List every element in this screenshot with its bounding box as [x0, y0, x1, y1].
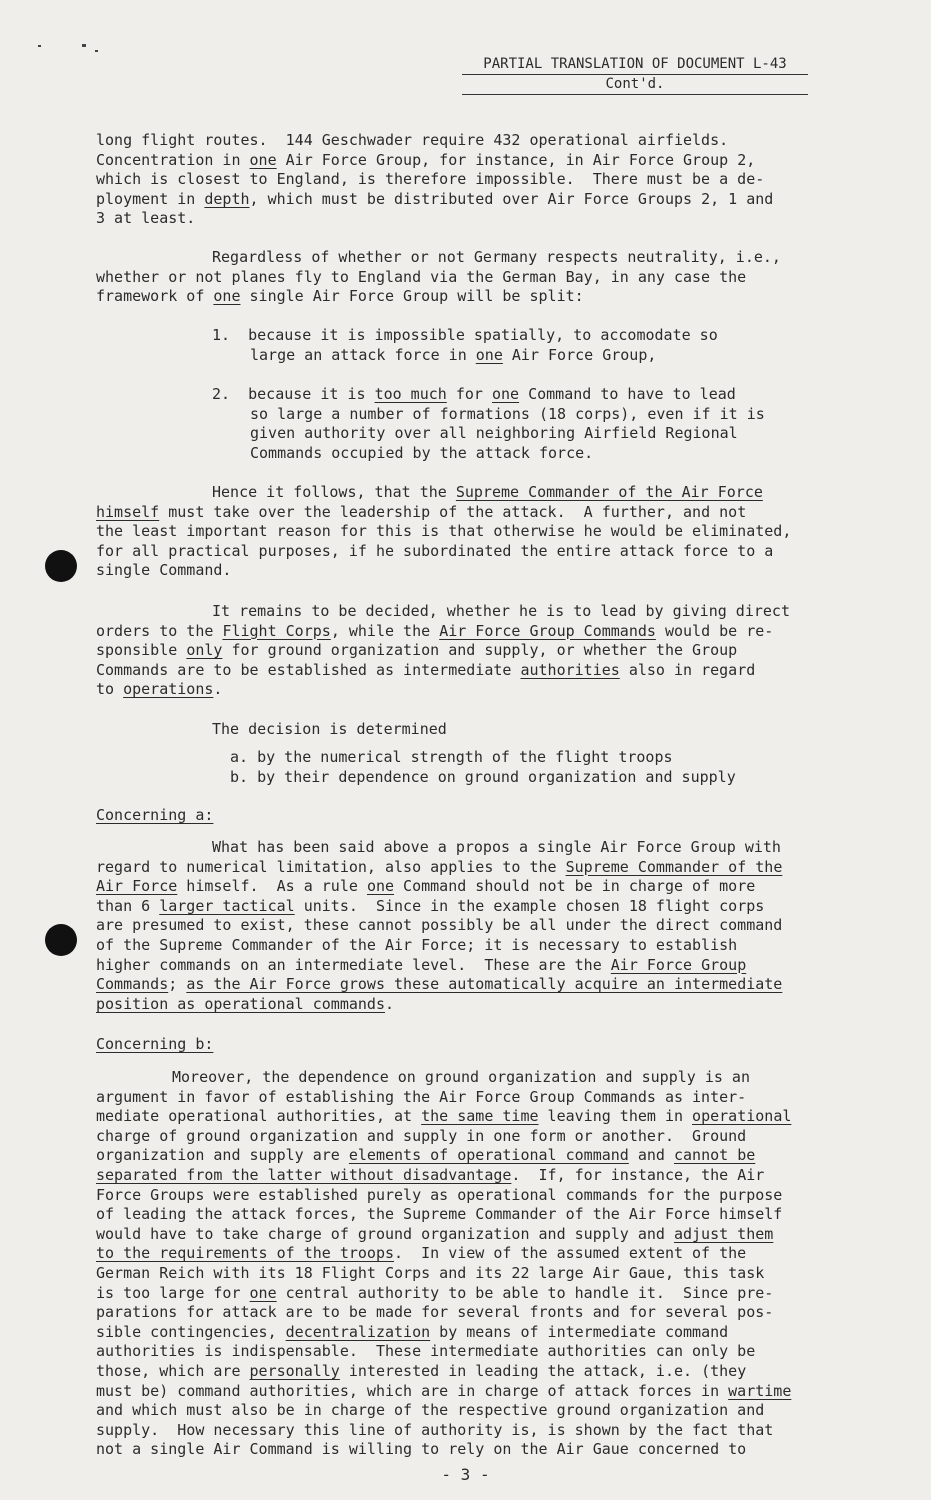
concerning-a-heading [96, 806, 841, 826]
paragraph-1 [96, 131, 841, 229]
text-line: Hence it follows, that the Supreme Commander of the Air Force [212, 483, 763, 501]
text-line: higher commands on an intermediate level. These are the Air Force Group [96, 955, 747, 974]
text-line: authorities is indispensable. These intermediate authorities can only be [96, 1342, 756, 1361]
text-line: given authority over all neighboring Airfield Regional [250, 424, 738, 443]
scan-speck [95, 50, 98, 52]
text-line: himself must take over the leadership of the attack. A further, and not [96, 502, 747, 521]
numbered-list [96, 326, 841, 365]
text-line: ployment in depth, which must be distributed over Air Force Groups 2, 1 and [96, 189, 774, 208]
text-line: which is closest to England, is therefore impossible. There must be a de- [96, 170, 765, 189]
text-line: single Command. [96, 561, 232, 580]
text-line: Commands are to be established as intermediate authorities also in regard [96, 660, 756, 679]
text-line: whether or not planes fly to England via the German Bay, in any case the [96, 267, 747, 286]
section-heading: Concerning b: [96, 1035, 214, 1053]
list-item: b. by their dependence on ground organization and supply [230, 767, 736, 786]
text-line: regard to numerical limitation, also applies to the Supreme Commander of the [96, 857, 783, 876]
concerning-b-body [96, 1068, 841, 1460]
header-contd: Cont'd. [462, 75, 808, 95]
text-line: Air Force himself. As a rule one Command should not be in charge of more [96, 877, 756, 896]
page-number: - 3 - [441, 1465, 490, 1484]
text-line: to operations. [96, 680, 223, 699]
text-line: Commands; as the Air Force grows these automatically acquire an intermediate [96, 975, 783, 994]
concerning-b-heading [96, 1035, 841, 1055]
text-line: sponsible only for ground organization and supply, or whether the Group [96, 641, 738, 660]
text-line: for all practical purposes, if he subordinated the entire attack force to a [96, 541, 774, 560]
text-line: German Reich with its 18 Flight Corps and its 22 large Air Gaue, this task [96, 1263, 765, 1282]
scan-speck [82, 44, 86, 47]
numbered-list-2 [96, 385, 841, 463]
text-line: The decision is determined [212, 720, 447, 738]
text-line: separated from the latter without disadvantage. If, for instance, the Air [96, 1165, 765, 1184]
text-line: position as operational commands. [96, 994, 395, 1013]
text-line: of the Supreme Commander of the Air Force; it is necessary to establish [96, 935, 738, 954]
concerning-a-body [96, 838, 841, 1014]
text-line: of leading the attack forces, the Supreme Commander of the Air Force himself [96, 1205, 783, 1224]
text-line: sible contingencies, decentralization by means of intermediate command [96, 1322, 729, 1341]
text-line: would have to take charge of ground organization and supply and adjust them [96, 1224, 774, 1243]
paragraph-3 [96, 483, 841, 581]
text-line: Commands occupied by the attack force. [250, 443, 594, 462]
text-line: Moreover, the dependence on ground organization and supply is an [172, 1068, 750, 1086]
text-line: organization and supply are elements of operational command and cannot be [96, 1146, 756, 1165]
text-line: must be) command authorities, which are in charge of attack forces in wartime [96, 1381, 792, 1400]
text-line: Concentration in one Air Force Group, for instance, in Air Force Group 2, [96, 150, 756, 169]
list-item: 2. because it is too much for one Command to have to lead [212, 385, 736, 403]
text-line: 3 at least. [96, 209, 196, 228]
text-line: than 6 larger tactical units. Since in the example chosen 18 flight corps [96, 896, 765, 915]
section-heading: Concerning a: [96, 806, 214, 824]
text-line: Force Groups were established purely as operational commands for the purpose [96, 1185, 783, 1204]
text-line: supply. How necessary this line of authority is, is shown by the fact that [96, 1420, 774, 1439]
text-line: to the requirements of the troops. In view of the assumed extent of the [96, 1244, 747, 1263]
text-line: Regardless of whether or not Germany respects neutrality, i.e., [212, 248, 781, 266]
text-line: and which must also be in charge of the respective ground organization and [96, 1401, 765, 1420]
text-line: parations for attack are to be made for several fronts and for several pos- [96, 1303, 774, 1322]
text-line: It remains to be decided, whether he is to lead by giving direct [212, 602, 790, 620]
text-line: What has been said above a propos a single Air Force Group with [212, 838, 781, 856]
text-line: those, which are personally interested in leading the attack, i.e. (they [96, 1361, 747, 1380]
document-header [462, 55, 808, 95]
punch-hole [45, 924, 77, 956]
text-line: is too large for one central authority to be able to handle it. Since pre- [96, 1283, 774, 1302]
punch-hole [45, 550, 77, 582]
paragraph-4 [96, 602, 841, 700]
text-line: argument in favor of establishing the Air Force Group Commands as inter- [96, 1087, 747, 1106]
text-line: mediate operational authorities, at the same time leaving them in operational [96, 1107, 792, 1126]
list-item: 1. because it is impossible spatially, to accomodate so [212, 326, 718, 344]
text-line: charge of ground organization and supply in one form or another. Ground [96, 1126, 747, 1145]
paragraph-2 [96, 248, 841, 307]
header-title: PARTIAL TRANSLATION OF DOCUMENT L-43 [462, 55, 808, 75]
decision-block [96, 720, 841, 740]
scan-speck [38, 45, 41, 47]
text-line: long flight routes. 144 Geschwader require 432 operational airfields. [96, 131, 729, 149]
text-line: framework of one single Air Force Group will be split: [96, 287, 584, 306]
text-line: orders to the Flight Corps, while the Air Force Group Commands would be re- [96, 621, 774, 640]
text-line: are presumed to exist, these cannot possibly be all under the direct command [96, 916, 783, 935]
text-line: not a single Air Command is willing to rely on the Air Gaue concerned to [96, 1440, 747, 1459]
decision-items [96, 748, 841, 787]
text-line: large an attack force in one Air Force Group, [250, 345, 657, 364]
list-item: a. by the numerical strength of the flight troops [230, 748, 673, 766]
text-line: the least important reason for this is that otherwise he would be eliminated, [96, 522, 792, 541]
text-line: so large a number of formations (18 corps), even if it is [250, 404, 765, 423]
